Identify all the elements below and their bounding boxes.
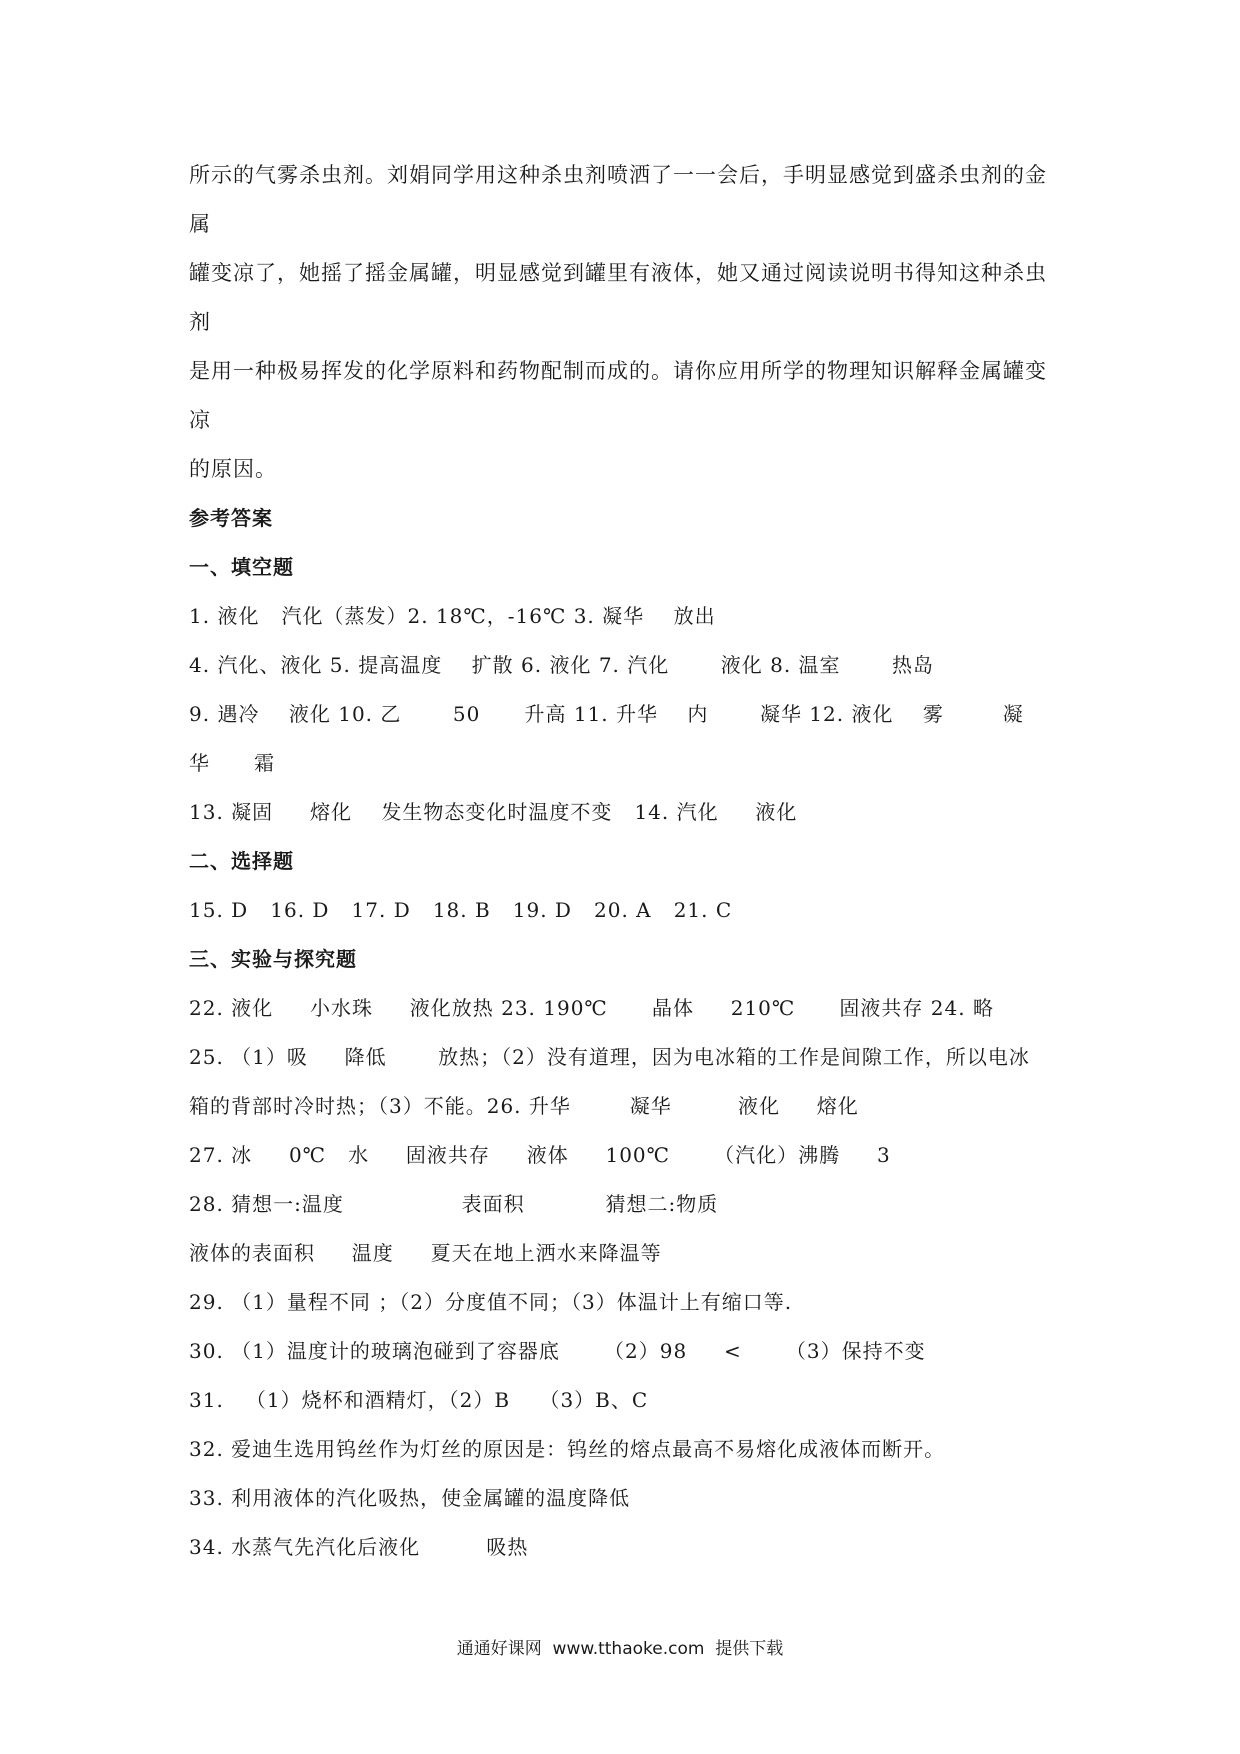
paragraph-line: 是用一种极易挥发的化学原料和药物配制而成的。请你应用所学的物理知识解释金属罐变凉 [189,359,1047,432]
page-footer: 通通好课网 www.tthaoke.com 提供下载 [456,1639,784,1659]
paragraph-line: 的原因。 [189,457,277,481]
answer-line: 33. 利用液体的汽化吸热，使金属罐的温度降低 [189,1486,631,1510]
answer-line: 22. 液化 小水珠 液化放热 23. 190℃ 晶体 210℃ 固液共存 24. 略 [189,996,994,1020]
answer-line: 9. 遇冷 液化 10. 乙 50 升高 11. 升华 内 凝华 12. 液化 雾 凝 [189,702,1024,726]
answer-line: 箱的背部时冷时热；（3）不能。26. 升华 凝华 液化 熔化 [189,1094,859,1118]
question-paragraph [189,151,1067,494]
answer-line: 30. （1）温度计的玻璃泡碰到了容器底 （2）98 < （3）保持不变 [189,1339,926,1363]
answer-line: 4. 汽化、液化 5. 提高温度 扩散 6. 液化 7. 汽化 液化 8. 温室 热岛 [189,653,935,677]
answer-line: 34. 水蒸气先汽化后液化 吸热 [189,1535,529,1559]
section-heading-fill-blank: 一、填空题 [189,555,294,579]
answer-key [189,494,1067,1572]
answer-line: 15. D 16. D 17. D 18. B 19. D 20. A 21. C [189,898,733,922]
answer-line: 27. 冰 0℃ 水 固液共存 液体 100℃ （汽化）沸腾 3 [189,1143,891,1167]
section-heading-experiment: 三、实验与探究题 [189,947,357,971]
answer-line: 31. （1）烧杯和酒精灯，（2）B （3）B、C [189,1388,649,1412]
answer-line: 13. 凝固 熔化 发生物态变化时温度不变 14. 汽化 液化 [189,800,798,824]
answer-line: 32. 爱迪生选用钨丝作为灯丝的原因是：钨丝的熔点最高不易熔化成液体而断开。 [189,1437,946,1461]
answer-line: 28. 猜想一:温度 表面积 猜想二:物质 [189,1192,719,1216]
answer-line: 液体的表面积 温度 夏天在地上洒水来降温等 [189,1241,662,1265]
answer-line: 1. 液化 汽化（蒸发）2. 18℃，-16℃ 3. 凝华 放出 [189,604,716,628]
answer-key-title: 参考答案 [189,506,273,530]
answer-line: 25. （1）吸 降低 放热；（2）没有道理，因为电冰箱的工作是间隙工作，所以电冰 [189,1045,1030,1069]
paragraph-line: 所示的气雾杀虫剂。刘娟同学用这种杀虫剂喷洒了一一会后，手明显感觉到盛杀虫剂的金属 [189,163,1047,236]
section-heading-multiple-choice: 二、选择题 [189,849,294,873]
answer-line: 华 霜 [189,751,276,775]
answer-line: 29. （1）量程不同 ；（2）分度值不同；（3）体温计上有缩口等. [189,1290,793,1314]
paragraph-line: 罐变凉了，她摇了摇金属罐，明显感觉到罐里有液体，她又通过阅读说明书得知这种杀虫剂 [189,261,1047,334]
